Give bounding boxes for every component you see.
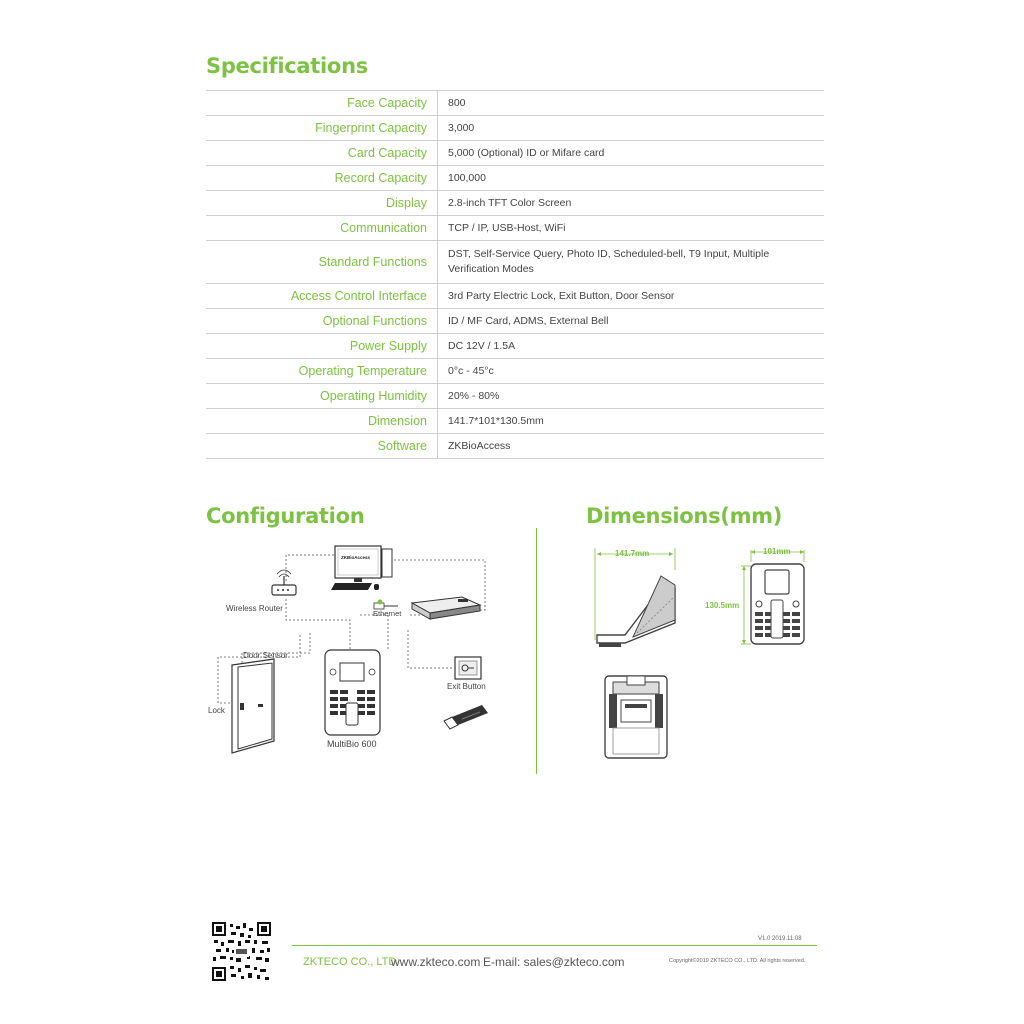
door-sensor-label: Door Sensor	[243, 651, 288, 660]
front-width-label: 101mm	[763, 547, 791, 556]
spec-value: 3rd Party Electric Lock, Exit Button, Door Sensor	[437, 284, 824, 308]
door-icon	[232, 659, 274, 753]
table-row	[206, 166, 824, 191]
table-row	[206, 434, 824, 459]
spec-value: DC 12V / 1.5A	[437, 334, 824, 358]
spec-value: 800	[437, 91, 824, 115]
router-pc-link	[286, 555, 334, 581]
dimensions-diagram	[585, 540, 825, 765]
spec-value: 5,000 (Optional) ID or Mifare card	[437, 141, 824, 165]
dimensions-title: Dimensions(mm)	[586, 504, 783, 528]
spec-label: Card Capacity	[347, 146, 427, 160]
table-row	[206, 241, 824, 284]
height-label: 130.5mm	[705, 601, 740, 610]
spec-label: Dimension	[367, 414, 427, 428]
spec-label: Face Capacity	[347, 96, 427, 110]
spec-value: 100,000	[437, 166, 824, 190]
company-name: ZKTECO CO., LTD.	[303, 956, 400, 968]
configuration-diagram	[200, 535, 500, 760]
spec-label: Standard Functions	[318, 255, 427, 269]
table-row	[206, 384, 824, 409]
qr-code	[212, 922, 271, 981]
front-view-drawing	[741, 550, 804, 644]
network-switch-icon	[412, 597, 480, 619]
section-divider	[536, 528, 537, 774]
spec-label: Operating Temperature	[298, 364, 427, 378]
copyright-text: Copyright©2019 ZKTECO CO., LTD. All rights reserved.	[669, 958, 806, 964]
multibio-device-icon	[325, 650, 380, 735]
router-device-link	[286, 599, 350, 650]
exit-button-icon	[455, 657, 481, 679]
specifications-table	[206, 90, 824, 459]
table-row	[206, 359, 824, 384]
side-view-drawing	[595, 548, 675, 647]
spec-value: TCP / IP, USB-Host, WiFi	[437, 216, 824, 240]
email-link[interactable]: E-mail: sales@zkteco.com	[483, 955, 625, 969]
pc-screen-label: ZKBioAccess	[341, 555, 371, 560]
ethernet-plug-icon	[374, 600, 398, 610]
spec-label: Communication	[340, 221, 427, 235]
spec-value: DST, Self-Service Query, Photo ID, Scheduled-bell, T9 Input, Multiple Verification Modes	[437, 241, 824, 283]
table-row	[206, 141, 824, 166]
table-row	[206, 116, 824, 141]
spec-label: Fingerprint Capacity	[315, 121, 427, 135]
website-link[interactable]: www.zkteco.com	[391, 955, 481, 969]
spec-label: Power Supply	[349, 339, 427, 353]
ethernet-label: Ethernet	[373, 609, 402, 618]
version-label: V1.0 2019.11.08	[758, 936, 802, 942]
wireless-router-icon	[272, 570, 296, 595]
spec-label: Display	[386, 196, 427, 210]
device-label: MultiBio 600	[327, 739, 377, 749]
table-row	[206, 191, 824, 216]
spec-value: 20% - 80%	[437, 384, 824, 408]
spec-label: Record Capacity	[334, 171, 427, 185]
configuration-title: Configuration	[206, 504, 365, 528]
exit-button-link	[408, 630, 452, 668]
switch-device-link	[360, 615, 388, 650]
table-row	[206, 91, 824, 116]
width-label: 141.7mm	[615, 549, 650, 558]
wireless-router-label: Wireless Router	[226, 604, 283, 613]
table-row	[206, 309, 824, 334]
spec-value: ID / MF Card, ADMS, External Bell	[437, 309, 824, 333]
lock-label: Lock	[208, 706, 225, 715]
spec-label: Software	[377, 439, 427, 453]
spec-value: 2.8-inch TFT Color Screen	[437, 191, 824, 215]
spec-value: 0°c - 45°c	[437, 359, 824, 383]
footer-divider	[292, 945, 817, 946]
pc-icon	[331, 546, 392, 590]
table-row	[206, 216, 824, 241]
usb-drive-icon	[444, 705, 488, 729]
spec-label: Access Control Interface	[290, 289, 427, 303]
spec-value: 3,000	[437, 116, 824, 140]
table-row	[206, 334, 824, 359]
table-row	[206, 284, 824, 309]
spec-value: 141.7*101*130.5mm	[437, 409, 824, 433]
spec-value: ZKBioAccess	[437, 434, 824, 458]
spec-label: Optional Functions	[322, 314, 427, 328]
back-view-drawing	[605, 676, 667, 758]
specifications-title: Specifications	[206, 54, 368, 78]
exit-button-label: Exit Button	[447, 682, 486, 691]
spec-label: Operating Humidity	[320, 389, 427, 403]
table-row	[206, 409, 824, 434]
